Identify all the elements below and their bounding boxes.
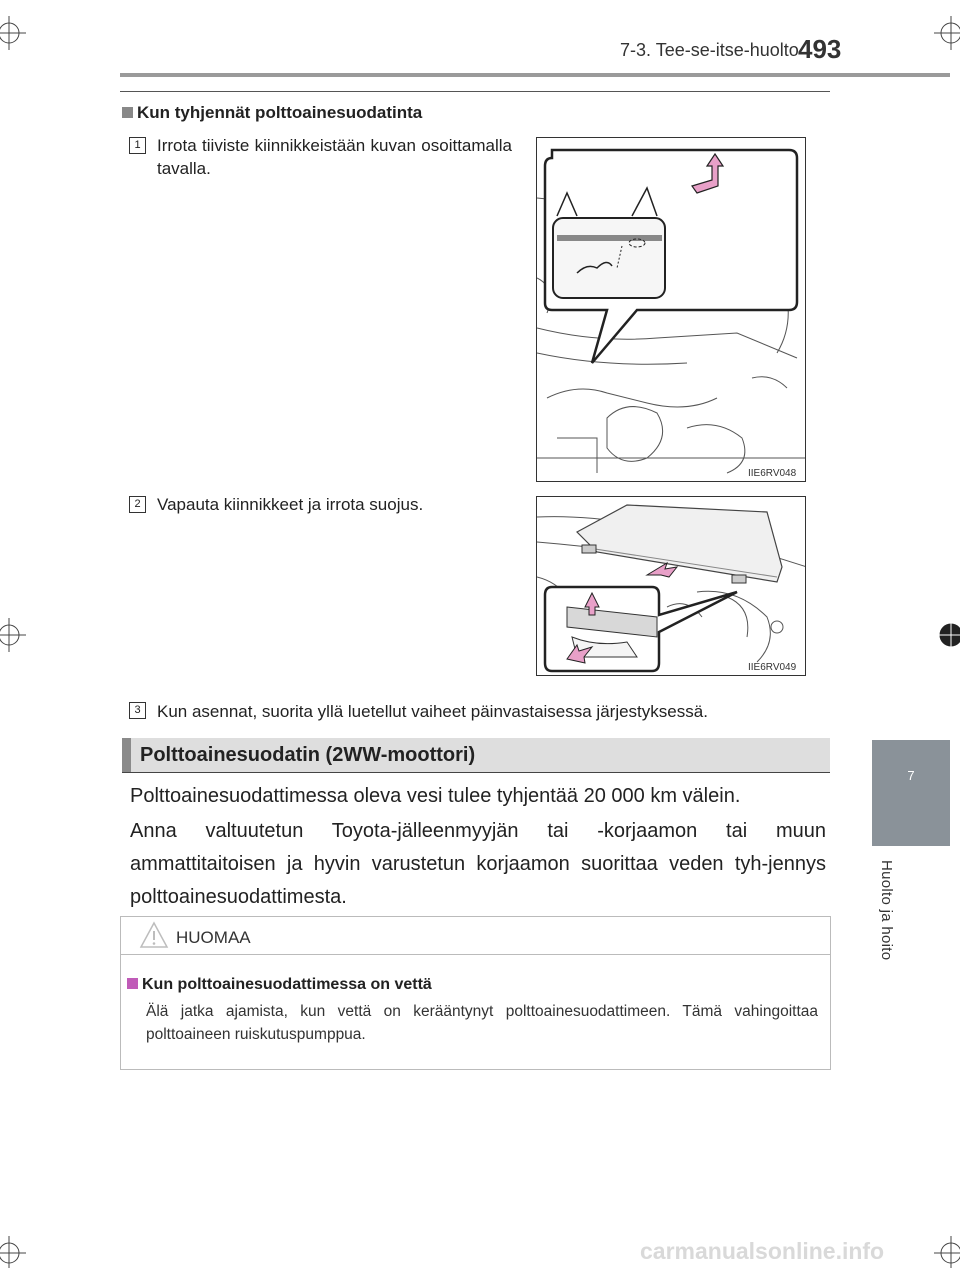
notice-subtitle: Kun polttoainesuodattimessa on vettä bbox=[127, 976, 432, 994]
warning-triangle-icon bbox=[139, 921, 169, 949]
chapter-tab bbox=[872, 740, 950, 846]
figure-code-1: IIE6RV048 bbox=[748, 468, 797, 479]
notice-title: HUOMAA bbox=[176, 928, 251, 947]
square-bullet-icon bbox=[122, 107, 133, 118]
paragraph-interval: Polttoainesuodattimessa oleva vesi tulee tyhjentää 20 000 km välein. bbox=[130, 785, 741, 807]
divider bbox=[120, 91, 830, 92]
step-3-text: Kun asennat, suorita yllä luetellut vaiheet päinvastaisessa järjestyksessä. bbox=[157, 702, 708, 721]
engine-bay-illustration-2 bbox=[537, 497, 806, 676]
paragraph-dealer: Anna valtuutetun Toyota-jälleenmyyjän tai -korjaamon tai muun ammattitaitoisen ja hyvin varustetun korjaamon suorittaa veden tyh-jennys polttoainesuodattimesta. bbox=[130, 820, 826, 908]
step-number-1: 1 bbox=[129, 137, 146, 154]
subsection-heading: Kun tyhjennät polttoainesuodatinta bbox=[122, 103, 422, 123]
figure-step-2 bbox=[536, 496, 806, 676]
step-number-3: 3 bbox=[129, 702, 146, 719]
section-underline bbox=[122, 772, 830, 773]
chapter-tab-label: Huolto ja hoito bbox=[878, 860, 895, 961]
registration-mark-icon bbox=[934, 618, 960, 652]
registration-mark-icon bbox=[934, 1236, 960, 1268]
figure-code-2: IIE6RV049 bbox=[748, 662, 797, 673]
registration-mark-icon bbox=[934, 16, 960, 50]
step-1-text: Irrota tiiviste kiinnikkeistään kuvan osoittamalla tavalla. bbox=[157, 136, 512, 178]
notice-body: Älä jatka ajamista, kun vettä on kerääntynyt polttoainesuodattimeen. Tämä vahingoittaa polttoaineen ruiskutuspumppua. bbox=[146, 1003, 818, 1043]
engine-bay-illustration-1 bbox=[537, 138, 806, 482]
watermark: carmanualsonline.info bbox=[640, 1238, 885, 1264]
registration-mark-icon bbox=[0, 618, 26, 652]
figure-step-1 bbox=[536, 137, 806, 482]
step-2-text: Vapauta kiinnikkeet ja irrota suojus. bbox=[157, 495, 424, 514]
page-number: 493 bbox=[798, 34, 842, 64]
header-section-title: 7-3. Tee-se-itse-huolto bbox=[620, 40, 799, 60]
step-number-2: 2 bbox=[129, 496, 146, 513]
section-bar-accent bbox=[122, 738, 131, 772]
chapter-tab-number: 7 bbox=[907, 768, 915, 783]
registration-mark-icon bbox=[0, 16, 26, 50]
registration-mark-icon bbox=[0, 1236, 26, 1268]
section-title: Polttoainesuodatin (2WW-moottori) bbox=[140, 744, 476, 766]
square-bullet-icon bbox=[127, 978, 138, 989]
header-rule bbox=[120, 73, 950, 77]
